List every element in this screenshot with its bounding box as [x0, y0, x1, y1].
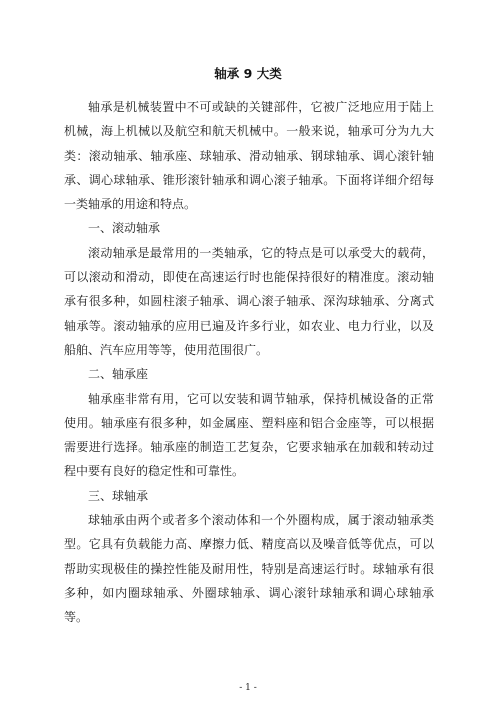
rolling-bearing-paragraph: 滚动轴承是最常用的一类轴承，它的特点是可以承受大的载荷，可以滚动和滑动，即使在高速运行时也能保持很好的精准度。滚动轴承有很多种，如圆柱滚子轴承、调心滚子轴承、深沟球轴承、分离式轴承等。滚动轴承的应用已遍及许多行业，如农业、电力行业，以及船舶、汽车应用等等，使用范围很广。	[64, 245, 434, 357]
bearing-housing-paragraph: 轴承座非常有用，它可以安装和调节轴承，保持机械设备的正常使用。轴承座有很多种，如金属座、塑料座和铝合金座等，可以根据需要进行选择。轴承座的制造工艺复杂，它要求轴承在加载和转动过程中要有良好的稳定性和可靠性。	[64, 391, 434, 479]
intro-paragraph: 轴承是机械装置中不可或缺的关键部件，它被广泛地应用于陆上机械，海上机械以及航空和航天机械中。一般来说，轴承可分为九大类：滚动轴承、轴承座、球轴承、滑动轴承、钢球轴承、调心滚针轴承、调心球轴承、锥形滚针轴承和调心滚子轴承。下面将详细介绍每一类轴承的用途和特点。	[64, 100, 434, 212]
section-heading-bearing-housing: 二、轴承座	[88, 367, 149, 382]
document-title: 轴承 9 大类	[214, 66, 282, 81]
section-heading-ball-bearing: 三、球轴承	[88, 488, 149, 503]
section-heading-rolling-bearing: 一、滚动轴承	[88, 221, 161, 236]
document-body	[64, 95, 434, 630]
page-number: - 1 -	[239, 683, 257, 693]
ball-bearing-paragraph: 球轴承由两个或者多个滚动体和一个外圈构成，属于滚动轴承类型。它具有负载能力高、摩擦力低、精度高以及噪音低等优点，可以帮助实现极佳的操控性能及耐用性，特别是高速运行时。球轴承有很多种，如内圈球轴承、外圈球轴承、调心滚针球轴承和调心球轴承等。	[64, 513, 434, 625]
